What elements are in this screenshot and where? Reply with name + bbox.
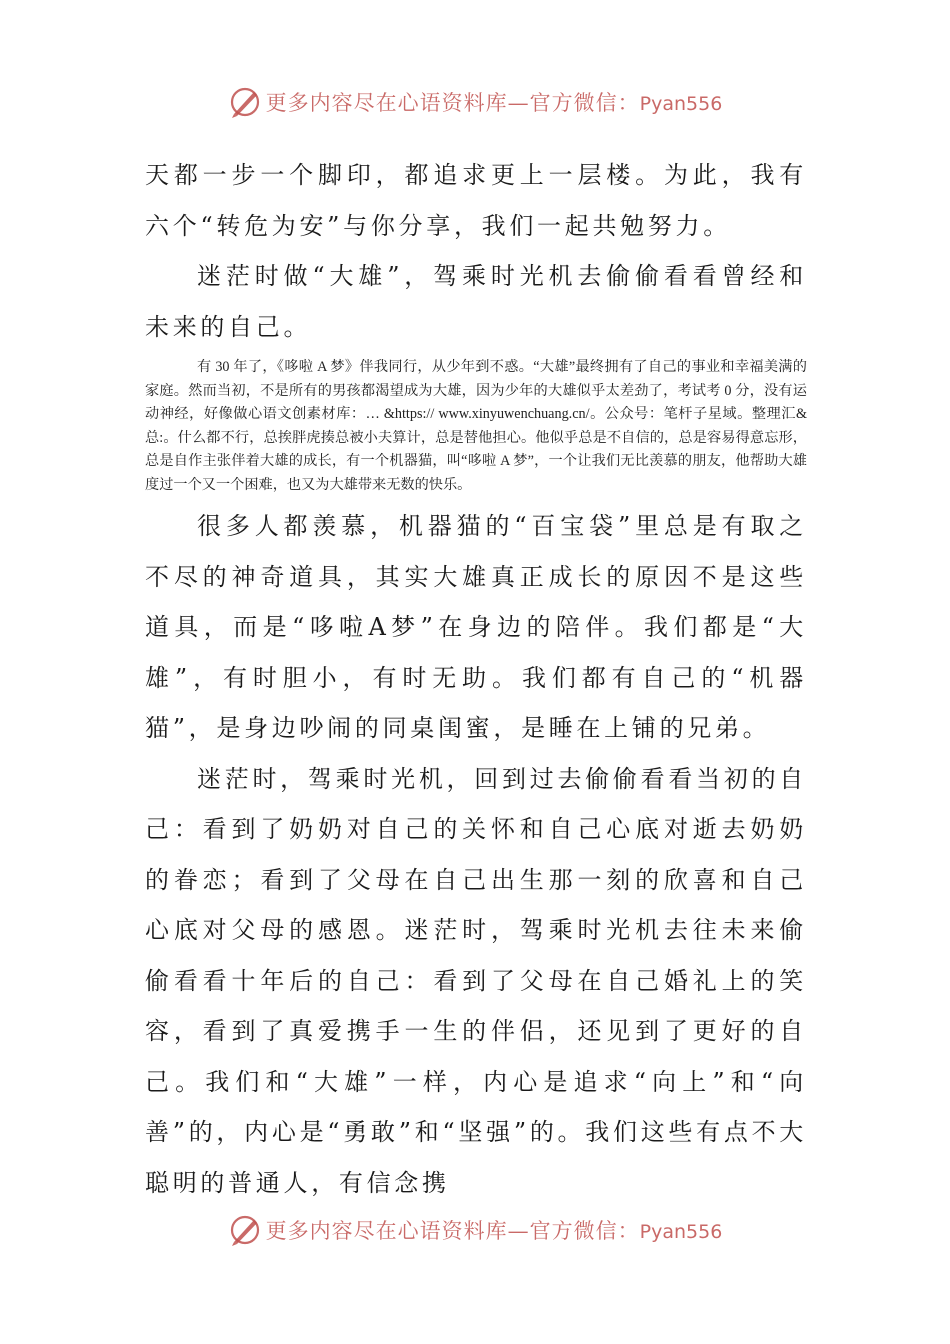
pen-logo-icon [228, 85, 262, 119]
document-body [145, 150, 807, 1208]
paragraph-small-print: 有 30 年了，《哆啦 A 梦》伴我同行，从少年到不惑。“大雄”最终拥有了自己的事业和幸福美满的家庭。然而当初，不是所有的男孩都渴望成为大雄，因为少年的大雄似乎太差劲了，考试考 0 分，没有运动神经，好像做心语文创素材库：… &https:// www.xinyuwenchuang.cn/。公众号：笔杆子星域。整理汇&总:。什么都不行，总挨胖虎揍总被小夫算计，总是替他担心。他似乎总是不自信的，总是容易得意忘形，总是自作主张伴着大雄的成长，有一个机器猫，叫“哆啦 A 梦”，一个让我们无比羡慕的朋友，他帮助大雄度过一个又一个困难，也又为大雄带来无数的快乐。 [145, 359, 807, 493]
pen-logo-icon [228, 1213, 262, 1247]
paragraph: 很多人都羡慕，机器猫的“百宝袋”里总是有取之不尽的神奇道具，其实大雄真正成长的原因不是这些道具，而是“哆啦A梦”在身边的陪伴。我们都是“大雄”，有时胆小，有时无助。我们都有自己的“机器猫”，是身边吵闹的同桌闺蜜，是睡在上铺的兄弟。 [145, 512, 807, 742]
header-banner [0, 82, 950, 122]
header-banner-text: 更多内容尽在心语资料库—官方微信：Pyan556 [265, 91, 723, 115]
footer-wechat-id: Pyan556 [639, 1221, 723, 1243]
paragraph-heading: 迷茫时做“大雄”，驾乘时光机去偷偷看看曾经和未来的自己。 [145, 262, 807, 341]
footer-banner-text: 更多内容尽在心语资料库—官方微信：Pyan556 [265, 1219, 723, 1243]
paragraph: 迷茫时，驾乘时光机，回到过去偷偷看看当初的自己：看到了奶奶对自己的关怀和自己心底对逝去奶奶的眷恋；看到了父母在自己出生那一刻的欣喜和自己心底对父母的感恩。迷茫时，驾乘时光机去往未来偷偷看看十年后的自己：看到了父母在自己婚礼上的笑容，看到了真爱携手一生的伴侣，还见到了更好的自己。我们和“大雄”一样，内心是追求“向上”和“向善”的，内心是“勇敢”和“坚强”的。我们这些有点不大聪明的普通人，有信念携 [145, 764, 807, 1197]
header-wechat-id: Pyan556 [639, 93, 723, 115]
footer-banner [0, 1210, 950, 1250]
paragraph-continuation: 天都一步一个脚印，都追求更上一层楼。为此，我有六个“转危为安”与你分享，我们一起共勉努力。 [145, 161, 807, 240]
